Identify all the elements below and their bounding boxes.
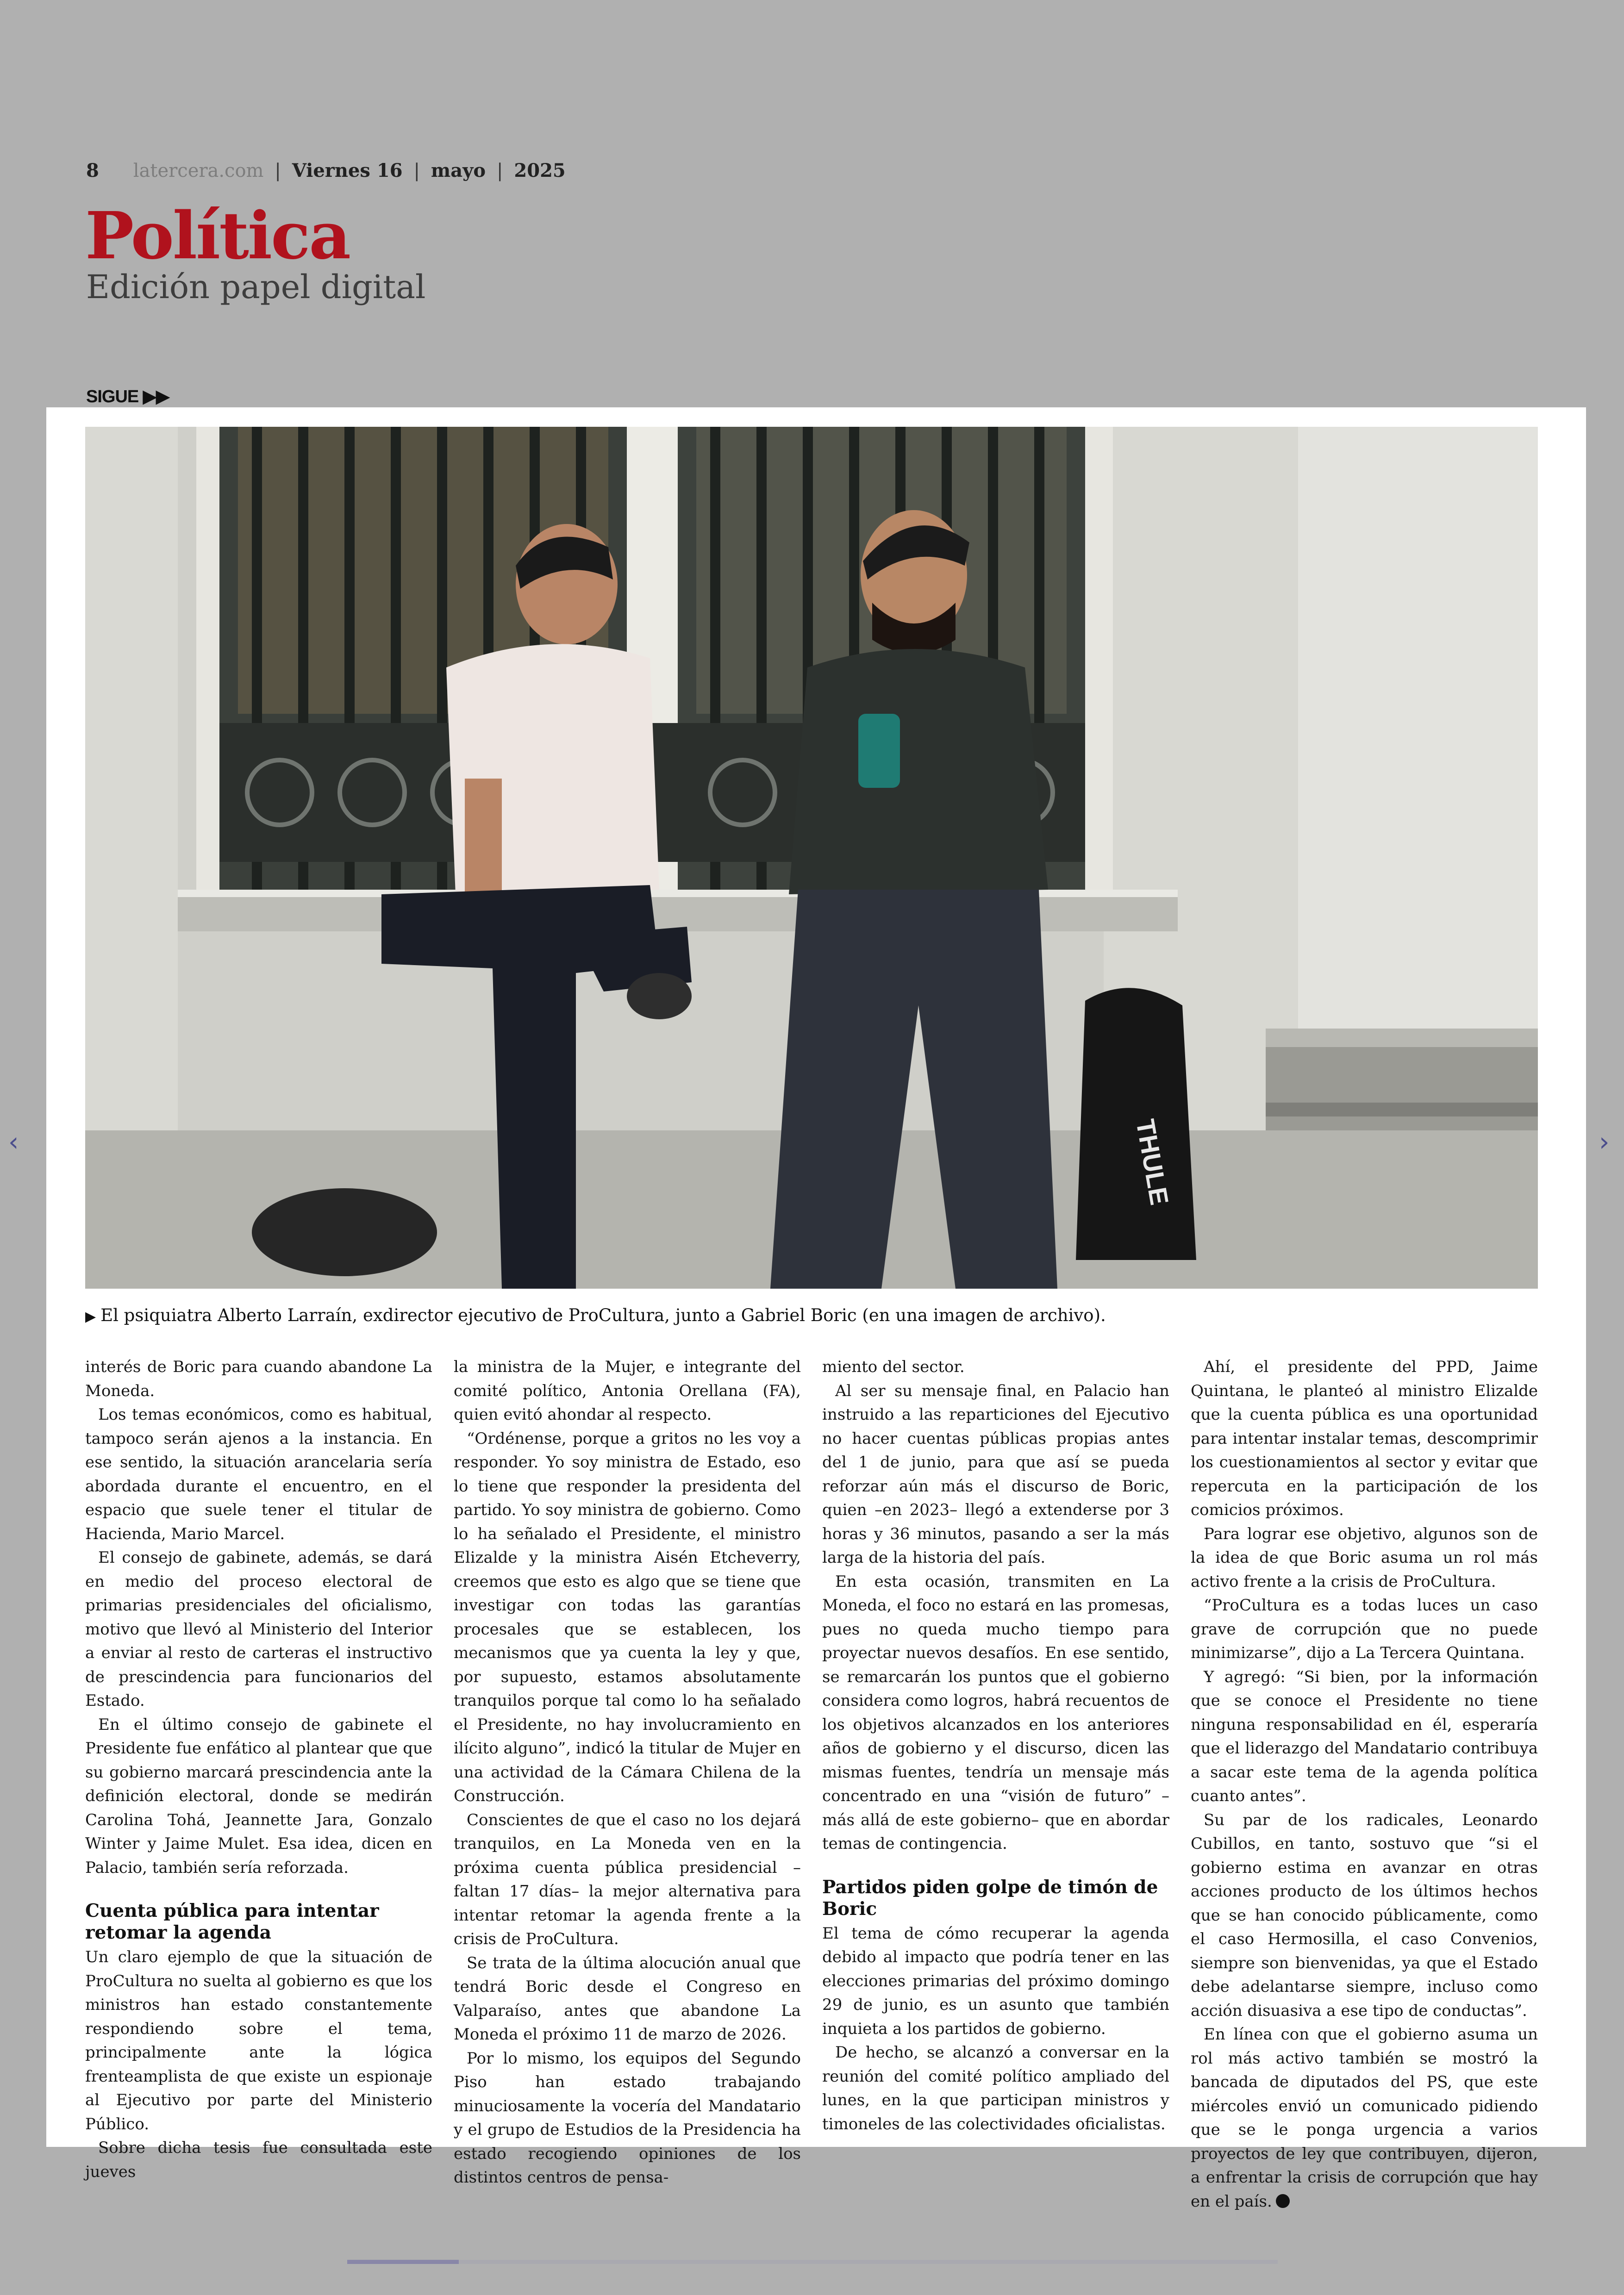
subheading-partidos: Partidos piden golpe de timón de Boric bbox=[822, 1876, 1158, 1920]
chevron-right-icon: › bbox=[1599, 1127, 1610, 1157]
backpack-brand: THULE bbox=[1131, 1117, 1174, 1207]
continue-label: SIGUE ▶▶ bbox=[86, 387, 169, 406]
paragraph: Y agregó: “Si bien, por la información que se conoce el Presidente no tiene ninguna responsabilidad en él, esperaría que el liderazgo del Mandatario contribuya a sacar este tema de la agenda política cuanto antes”. bbox=[1191, 1667, 1538, 1805]
paragraph: Los temas económicos, como es habitual, tampoco serán ajenos a la instancia. En ese sentido, la situación arancelaria sería abordada durante el encuentro, en el espacio que suele tener el titular de Hacienda, Mario Marcel. bbox=[85, 1405, 432, 1543]
article-column-3 bbox=[822, 1355, 1169, 2133]
reading-progress-fill bbox=[347, 2260, 459, 2264]
previous-page-button[interactable] bbox=[8, 1129, 19, 1155]
paragraph: En el último consejo de gabinete el Presidente fue enfático al plantear que que su gobierno marcará prescindencia ante la definición electoral, donde se medirán Carolina Tohá, Jeannette Jara, Gonzalo Winter y Jaime Mulet. Esa idea, dicen en Palacio, también sería reforzada. bbox=[85, 1715, 432, 1877]
paragraph: Ahí, el presidente del PPD, Jaime Quintana, le planteó al ministro Elizalde que la cuenta pública es una oportunidad para intentar instalar temas, descomprimir los cuestionamientos al sector y evitar que repercuta en la participación de los comicios próximos. bbox=[1191, 1358, 1538, 1519]
paragraph: interés de Boric para cuando abandone La Moneda. bbox=[85, 1358, 432, 1400]
caption-text: El psiquiatra Alberto Larraín, exdirector ejecutivo de ProCultura, junto a Gabriel Boric (en una imagen de archivo). bbox=[100, 1305, 1106, 1325]
paragraph: Conscientes de que el caso no los dejará tranquilos, en La Moneda ven en la próxima cuenta pública presidencial –faltan 17 días– la mejor alternativa para intentar retomar la agenda frente a la crisis de ProCultura. bbox=[454, 1810, 801, 1948]
article-column-2 bbox=[454, 1355, 801, 2187]
paragraph: Por lo mismo, los equipos del Segundo Piso han estado trabajando minuciosamente la vocería del Mandatario y el grupo de Estudios de la Presidencia ha estado recogiendo opiniones de los distintos centros de pensa- bbox=[454, 2049, 801, 2187]
newspaper-page bbox=[46, 407, 1586, 2211]
section-title: Política bbox=[85, 198, 350, 274]
section-subtitle: Edición papel digital bbox=[86, 268, 426, 306]
paragraph: Se trata de la última alocución anual que tendrá Boric desde el Congreso en Valparaíso, antes que abandone La Moneda el próximo 11 de marzo de 2026. bbox=[454, 1953, 801, 2044]
article-column-1 bbox=[85, 1355, 432, 2181]
paragraph: miento del sector. bbox=[822, 1358, 965, 1376]
caption-marker: ▶ bbox=[85, 1309, 96, 1325]
subheading-cuenta-publica: Cuenta pública para intentar retomar la agenda bbox=[85, 1900, 379, 1943]
paragraph: Para lograr ese objetivo, algunos son de la idea de que Boric asuma un rol más activo frente a la crisis de ProCultura. bbox=[1191, 1524, 1538, 1591]
paragraph: El consejo de gabinete, además, se dará en medio del proceso electoral de primarias presidenciales del oficialismo, motivo que llevó al Ministerio del Interior a enviar al resto de carteras el instructivo de prescindencia para funcionarios del Estado. bbox=[85, 1548, 432, 1710]
issue-day: Viernes 16 bbox=[292, 160, 403, 181]
paragraph: “Ordénense, porque a gritos no les voy a responder. Yo soy ministra de Estado, eso lo tiene que responder la presidenta del partido. Yo soy ministra de gobierno. Como lo ha señalado el Presidente, el ministro Elizalde y la ministra Aisén Etcheverry, creemos que esto es algo que se tiene que investigar con todas las garantías procesales que se establecen, los mecanismos que ya cuenta la ley y que, por supuesto, estamos absolutamente tranquilos porque tal como lo ha señalado el Presidente, no hay involucramiento en ilícito alguno”, indicó la titular de Mujer en una actividad de la Cámara Chilena de la Construcción. bbox=[454, 1429, 801, 1805]
paragraph: la ministra de la Mujer, e integrante del comité político, Antonia Orellana (FA), quien evitó ahondar al respecto. bbox=[454, 1358, 801, 1424]
last-paragraph: En línea con que el gobierno asuma un rol más activo también se mostró la bancada de diputados del PS, que este miércoles envió un comunicado pidiendo que se le ponga urgencia a varios proyectos de ley que contribuyen, dijeron, a enfrentar la crisis de corrupción que hay en el país. bbox=[1191, 2025, 1538, 2211]
next-page-button[interactable] bbox=[1599, 1129, 1609, 1155]
issue-month: mayo bbox=[431, 160, 486, 181]
chevron-left-icon: ‹ bbox=[8, 1127, 19, 1157]
article-column-4 bbox=[1191, 1355, 1538, 2211]
paragraph: En esta ocasión, transmiten en La Moneda, el foco no estará en las promesas, pues no queda mucho tiempo para proyectar nuevos desafíos. En ese sentido, se remarcarán los puntos que el gobierno considera como logros, habrá recuentos de los objetivos alcanzados en los anteriores años de gobierno y el discurso, dicen las mismas fuentes, tendría un mensaje más concentrado en una “visión de futuro” –más allá de este gobierno– que en abordar temas de contingencia. bbox=[822, 1572, 1169, 1853]
article-photo bbox=[85, 427, 1538, 1289]
paragraph: “ProCultura es a todas luces un caso grave de corrupción que no puede minimizarse”, dijo a La Tercera Quintana. bbox=[1191, 1596, 1538, 1662]
article-columns bbox=[85, 1355, 1538, 2211]
issue-year: 2025 bbox=[514, 160, 566, 181]
paragraph: Un claro ejemplo de que la situación de ProCultura no suelta al gobierno es que los ministros han estado constantemente respondiendo sobre el tema, principalmente ante la lógica frenteamplista de que existe un espionaje al Ejecutivo por parte del Ministerio Público. bbox=[85, 1948, 432, 2133]
page-number: 8 bbox=[86, 160, 99, 181]
reading-progress-bar[interactable] bbox=[347, 2260, 1278, 2264]
paragraph: Sobre dicha tesis fue consultada este jueves bbox=[85, 2139, 432, 2181]
paragraph: Al ser su mensaje final, en Palacio han instruido a las reparticiones del Ejecutivo no hacer cuentas públicas propias antes del 1 de junio, para que así se pueda reforzar aún más el discurso de Boric, quien –en 2023– llegó a extenderse por 3 horas y 36 minutos, pasando a ser la más larga de la historia del país. bbox=[822, 1381, 1169, 1567]
site-name: latercera.com bbox=[133, 160, 264, 181]
page-header-meta: 8 latercera.com | Viernes 16 | mayo | 2025 bbox=[86, 160, 566, 181]
paragraph: El tema de cómo recuperar la agenda debido al impacto que podría tener en las elecciones primarias del próximo domingo 29 de junio, es un asunto que también inquieta a los partidos de gobierno. bbox=[822, 1924, 1169, 2038]
photo-caption bbox=[85, 1305, 1538, 1325]
end-of-article-icon bbox=[1276, 2194, 1290, 2208]
paragraph: Su par de los radicales, Leonardo Cubillos, en tanto, sostuvo que “si el gobierno estima en avanzar en otras acciones producto de los últimos hechos que se han conocido públicamente, como el caso Hermosilla, el caso Convenios, siempre son bienvenidas, ya que el Estado debe adelantarse siempre, incluso como acción disuasiva a ese tipo de conductas”. bbox=[1191, 1810, 1538, 2020]
paragraph: De hecho, se alcanzó a conversar en la reunión del comité político ampliado del lunes, en la que participan ministros y timoneles de las colectividades oficialistas. bbox=[822, 2043, 1169, 2133]
